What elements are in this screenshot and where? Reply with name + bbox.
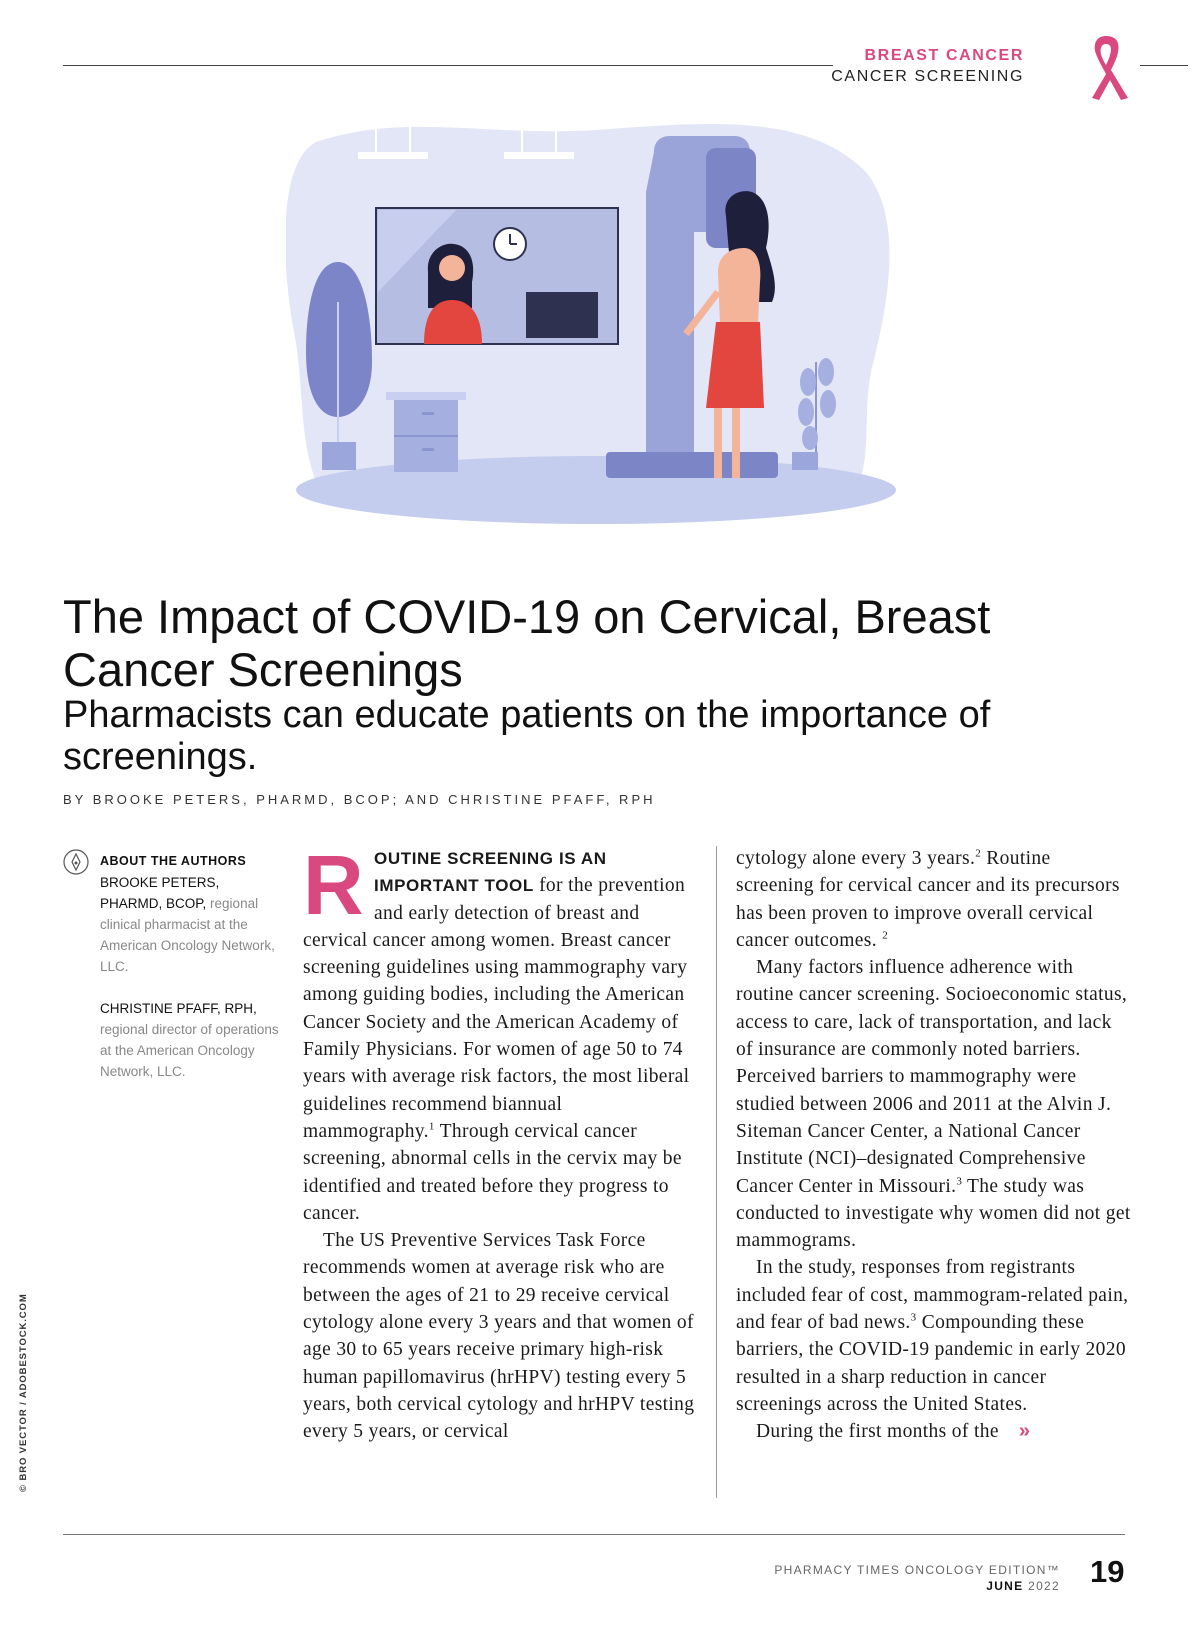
reference-mark: 1 — [428, 1120, 435, 1133]
body-text: Compounding these barriers, the COVID-19 pandemic in early 2020 resulted in a sharp reduction in cancer screenings across the United States. — [736, 1312, 1126, 1415]
issue-month: JUNE — [986, 1579, 1024, 1593]
article-title: The Impact of COVID-19 on Cervical, Breast Cancer Screenings — [63, 590, 991, 696]
publication-name: PHARMACY TIMES ONCOLOGY EDITION™ — [774, 1563, 1060, 1577]
byline: BY BROOKE PETERS, PHARMD, BCOP; AND CHRISTINE PFAFF, RPH — [63, 792, 656, 807]
header-rule-right — [1140, 65, 1188, 66]
body-text: Routine screening for cervical cancer and its precursors has been proven to improve overall cervical cancer outcomes. — [736, 848, 1120, 951]
column-divider — [716, 846, 717, 1498]
reference-mark: 3 — [910, 1311, 917, 1324]
about-the-authors — [100, 851, 280, 1103]
body-paragraph — [736, 1254, 1131, 1418]
reference-mark: 2 — [882, 929, 889, 942]
footer-publication — [774, 1562, 1060, 1594]
author-description: regional clinical pharmacist at the American Oncology Network, LLC. — [100, 896, 275, 974]
body-text: The study was conducted to investigate why women did not get mammograms. — [736, 1175, 1131, 1252]
continue-arrow-icon: » — [1018, 1420, 1031, 1443]
body-text: Many factors influence adherence with routine cancer screening. Socioeconomic status, access to care, lack of transportation, and lack of insurance are commonly noted barriers. Perceived barriers to mammography were studied between 2006 and 2011 at the Alvin J. Siteman Cancer Center, a National Cancer Institute (NCI)–designated Comprehensive Cancer Center in Missouri. — [736, 957, 1128, 1197]
section-tag — [831, 45, 1024, 87]
body-text: In the study, responses from registrants included fear of cost, mammogram-related pain, and fear of bad news. — [736, 1257, 1129, 1334]
body-paragraph — [736, 954, 1131, 1254]
pink-ribbon-icon — [1082, 30, 1130, 102]
author-bio — [100, 872, 280, 977]
header-rule-left — [63, 65, 833, 66]
drop-cap: R — [303, 838, 365, 932]
author-bio — [100, 998, 280, 1082]
issue-year: 2022 — [1028, 1579, 1060, 1593]
reference-mark: 2 — [975, 847, 982, 860]
body-text: cytology alone every 3 years. — [736, 848, 976, 869]
body-text: During the first months of the — [756, 1421, 999, 1443]
author-name: CHRISTINE PFAFF, RPH, — [100, 1001, 257, 1016]
body-paragraph: The US Preventive Services Task Force recommends women at average risk who are between the ages of 21 to 29 receive cervical cytology alone every 3 years and that women of age 30 to 65 years receive primary high-risk human papillomavirus (hrHPV) testing every 5 years, both cervical cytology and hrHPV testing every 5 years, or cervical — [303, 1230, 695, 1443]
body-paragraph — [303, 838, 698, 1227]
authors-heading: ABOUT THE AUTHORS — [100, 854, 247, 868]
page-number: 19 — [1090, 1554, 1125, 1589]
body-column-1 — [303, 838, 698, 1446]
footer-rule — [63, 1534, 1125, 1535]
article-subtitle: Pharmacists can educate patients on the importance of screenings. — [63, 694, 991, 778]
body-paragraph — [736, 845, 1131, 954]
body-text: for the prevention and early detection of breast and cervical cancer among women. Breast cancer screening guidelines using mammography vary among guiding bodies, including the American Cancer Society and the American Academy of Family Physicians. For women of age 50 to 74 years with average risk factors, the most liberal guidelines recommend biannual mammography. — [303, 875, 690, 1142]
section-label-secondary: CANCER SCREENING — [831, 68, 1024, 85]
lead-in: OUTINE SCREENING IS AN IMPORTANT TOOL — [374, 849, 607, 896]
body-column-2 — [736, 845, 1131, 1446]
reference-mark: 3 — [956, 1175, 963, 1188]
pen-nib-icon — [63, 849, 89, 875]
author-description: regional director of operations at the American Oncology Network, LLC. — [100, 1022, 279, 1079]
body-paragraph — [736, 1418, 1131, 1445]
issue-date — [774, 1578, 1060, 1594]
mammography-screening-illustration — [286, 112, 906, 542]
body-text: Through cervical cancer screening, abnormal cells in the cervix may be identified and treated before they progress to cancer. — [303, 1120, 682, 1224]
section-label-primary: BREAST CANCER — [864, 47, 1024, 64]
author-name: BROOKE PETERS, PHARMD, BCOP, — [100, 875, 220, 911]
image-credit: © BRO VECTOR / ADOBESTOCK.COM — [18, 1293, 29, 1492]
